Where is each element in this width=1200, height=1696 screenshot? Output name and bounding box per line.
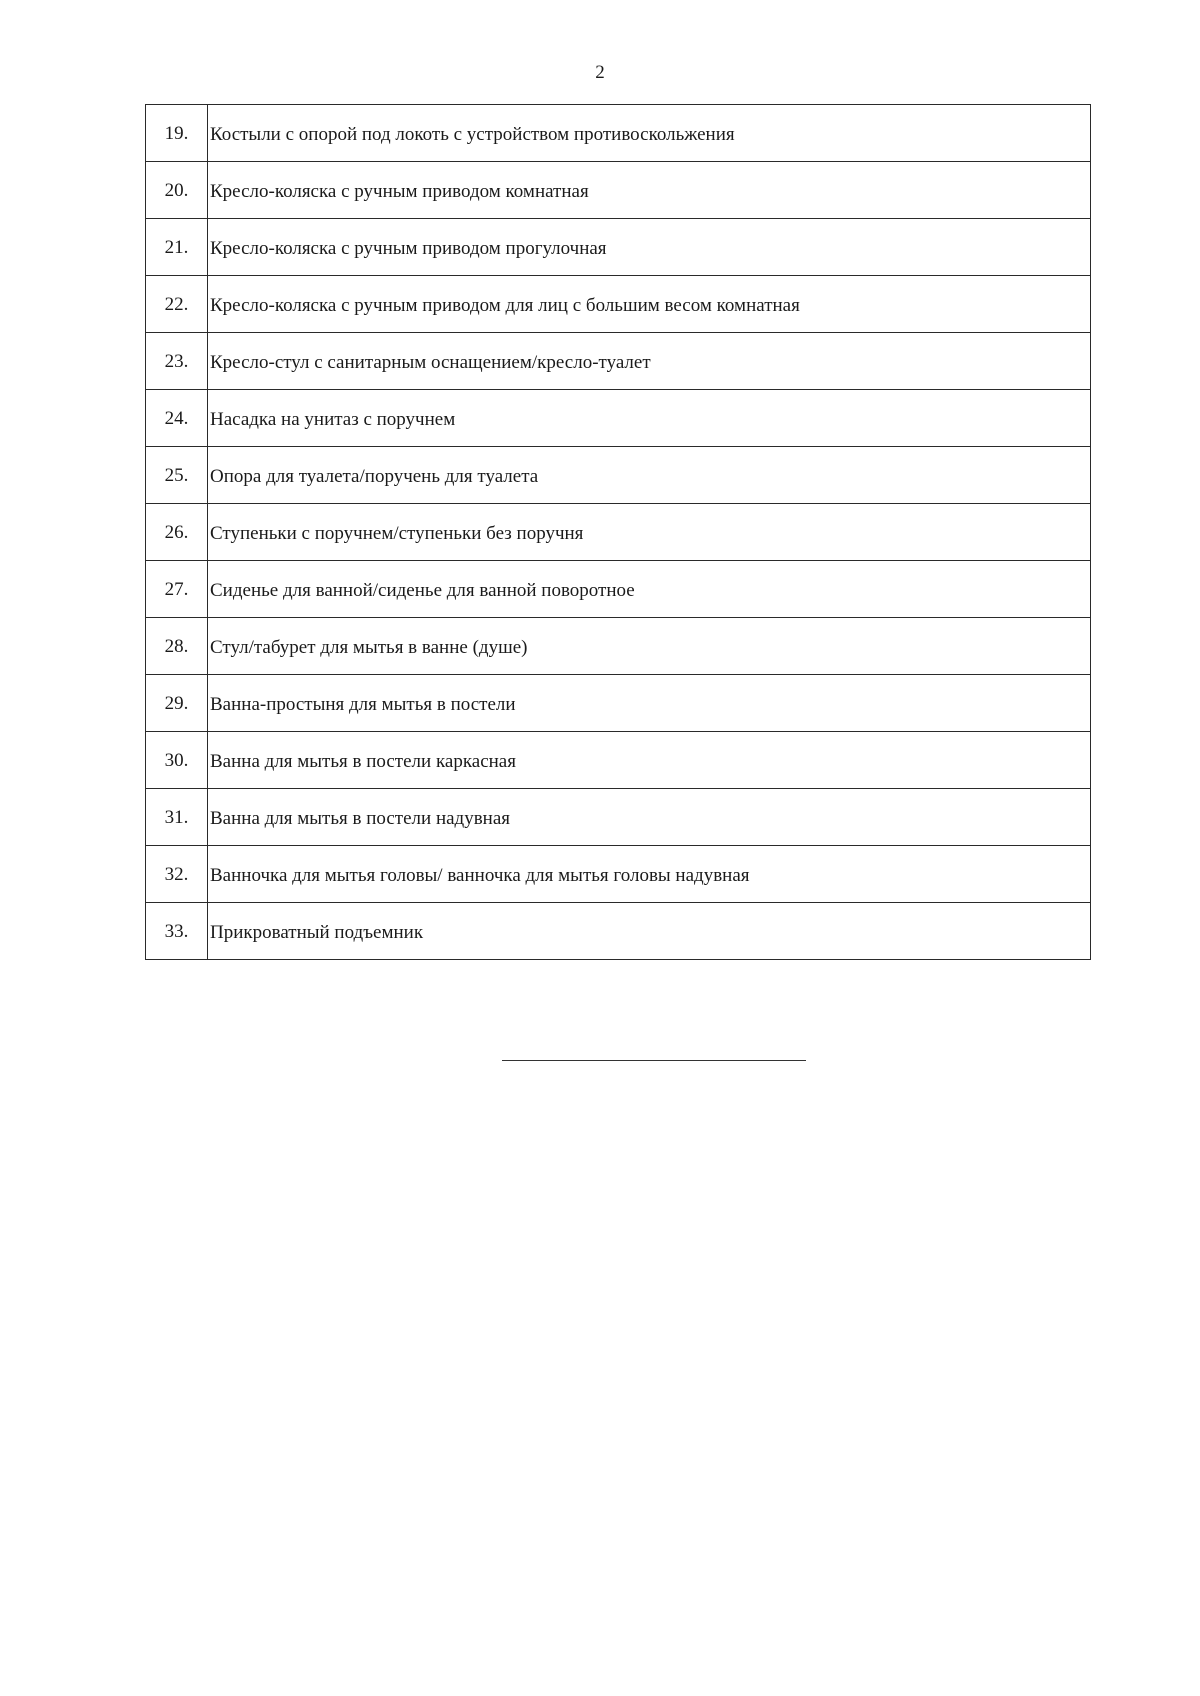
table-row — [146, 390, 1091, 447]
table-row — [146, 276, 1091, 333]
table-row — [146, 219, 1091, 276]
table-row — [146, 105, 1091, 162]
table-row — [146, 561, 1091, 618]
row-number: 26. — [146, 504, 208, 561]
row-item-name: Опора для туалета/поручень для туалета — [208, 447, 1091, 504]
row-item-name: Кресло-коляска с ручным приводом для лиц с большим весом комнатная — [208, 276, 1091, 333]
row-number: 25. — [146, 447, 208, 504]
table-row — [146, 504, 1091, 561]
row-number: 28. — [146, 618, 208, 675]
table-row — [146, 732, 1091, 789]
closing-separator-line — [502, 1060, 806, 1061]
row-item-name: Кресло-коляска с ручным приводом прогулочная — [208, 219, 1091, 276]
row-item-name: Ванна-простыня для мытья в постели — [208, 675, 1091, 732]
row-item-name: Ванночка для мытья головы/ ванночка для мытья головы надувная — [208, 846, 1091, 903]
row-number: 19. — [146, 105, 208, 162]
row-number: 20. — [146, 162, 208, 219]
row-number: 30. — [146, 732, 208, 789]
page-number: 2 — [595, 62, 605, 83]
row-item-name: Стул/табурет для мытья в ванне (душе) — [208, 618, 1091, 675]
row-number: 23. — [146, 333, 208, 390]
row-number: 21. — [146, 219, 208, 276]
row-item-name: Ванна для мытья в постели надувная — [208, 789, 1091, 846]
table-row — [146, 675, 1091, 732]
table-row — [146, 162, 1091, 219]
row-item-name: Костыли с опорой под локоть с устройством противоскольжения — [208, 105, 1091, 162]
row-number: 31. — [146, 789, 208, 846]
row-number: 33. — [146, 903, 208, 960]
row-item-name: Насадка на унитаз с поручнем — [208, 390, 1091, 447]
row-number: 32. — [146, 846, 208, 903]
table-row — [146, 333, 1091, 390]
row-number: 29. — [146, 675, 208, 732]
row-item-name: Ступеньки с поручнем/ступеньки без поручня — [208, 504, 1091, 561]
row-number: 24. — [146, 390, 208, 447]
items-table — [145, 104, 1091, 960]
table-row — [146, 846, 1091, 903]
row-item-name: Сиденье для ванной/сиденье для ванной поворотное — [208, 561, 1091, 618]
row-item-name: Прикроватный подъемник — [208, 903, 1091, 960]
row-number: 22. — [146, 276, 208, 333]
table-row — [146, 789, 1091, 846]
table-row — [146, 618, 1091, 675]
row-item-name: Ванна для мытья в постели каркасная — [208, 732, 1091, 789]
row-number: 27. — [146, 561, 208, 618]
table-row — [146, 447, 1091, 504]
row-item-name: Кресло-стул с санитарным оснащением/кресло-туалет — [208, 333, 1091, 390]
table-row — [146, 903, 1091, 960]
row-item-name: Кресло-коляска с ручным приводом комнатная — [208, 162, 1091, 219]
